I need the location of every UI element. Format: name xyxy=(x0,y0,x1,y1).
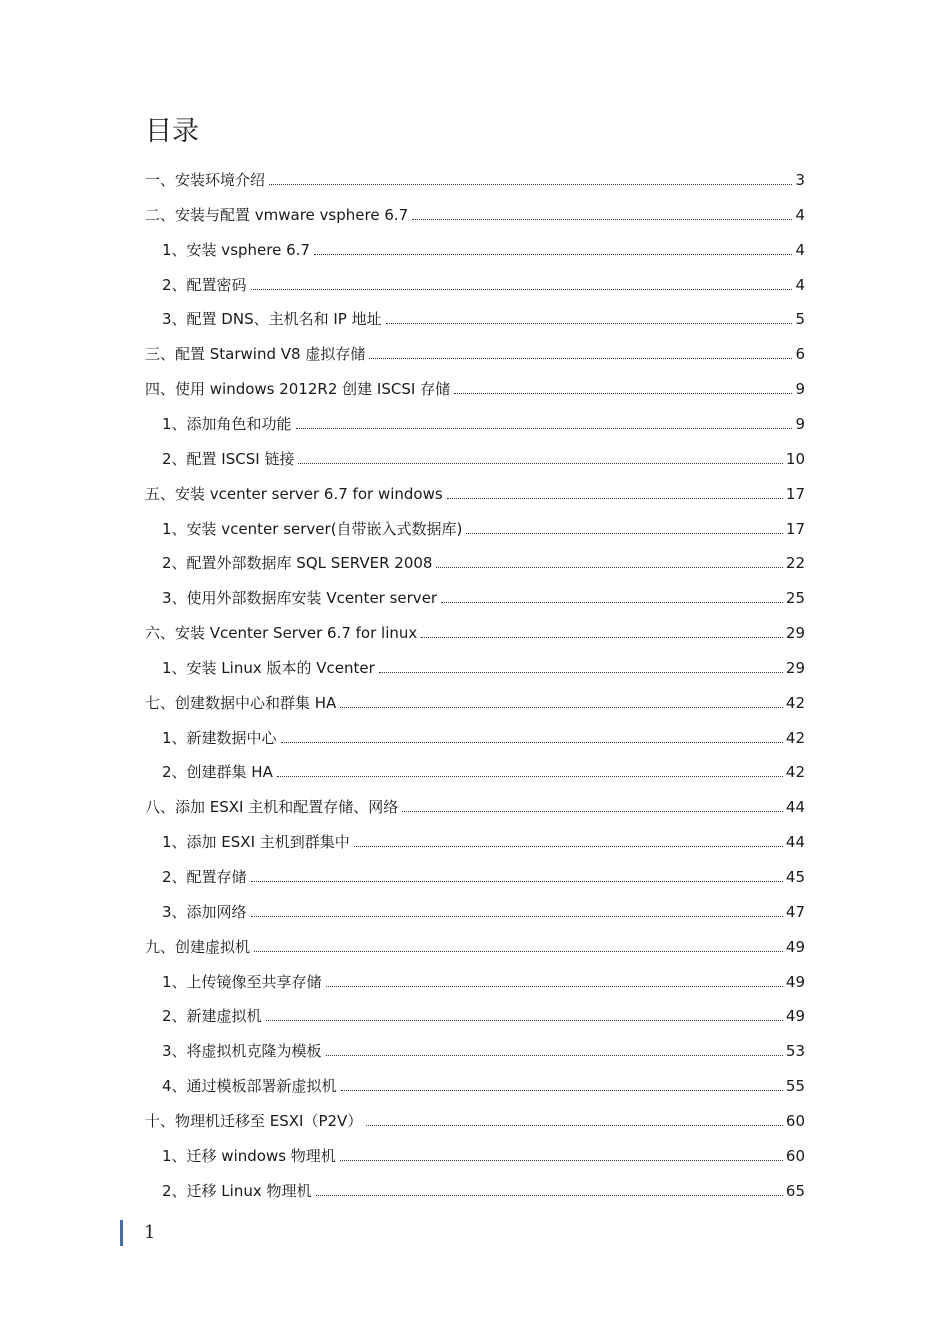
toc-dot-leader xyxy=(269,183,792,185)
toc-dot-leader xyxy=(441,601,783,603)
toc-entry-label: 3、使用外部数据库安装 Vcenter server xyxy=(162,589,438,608)
toc-dot-leader xyxy=(354,845,783,847)
toc-entry[interactable] xyxy=(145,166,805,190)
toc-dot-leader xyxy=(251,288,793,290)
toc-entry-label: 1、上传镜像至共享存储 xyxy=(162,972,322,991)
toc-entry[interactable] xyxy=(162,584,805,608)
toc-entry-page: 65 xyxy=(785,1181,805,1200)
toc-entry-label: 4、通过模板部署新虚拟机 xyxy=(162,1077,337,1096)
toc-entry-page: 60 xyxy=(785,1146,805,1165)
toc-entry-label: 1、安装 vsphere 6.7 xyxy=(162,240,310,259)
toc-dot-leader xyxy=(379,671,783,673)
toc-dot-leader xyxy=(386,322,793,324)
toc-entry-page: 53 xyxy=(785,1042,805,1061)
toc-entry[interactable] xyxy=(145,793,805,817)
toc-entry-page: 44 xyxy=(785,798,805,817)
toc-dot-leader xyxy=(326,1054,783,1056)
toc-dot-leader xyxy=(340,1159,783,1161)
toc-entry-label: 1、新建数据中心 xyxy=(162,728,277,747)
toc-entry[interactable] xyxy=(162,1002,805,1026)
toc-entry[interactable] xyxy=(145,619,805,643)
toc-dot-leader xyxy=(447,497,783,499)
toc-entry[interactable] xyxy=(162,271,805,295)
toc-entry[interactable] xyxy=(162,724,805,748)
toc-dot-leader xyxy=(316,1194,783,1196)
toc-entry[interactable] xyxy=(145,201,805,225)
toc-entry-label: 1、添加 ESXI 主机到群集中 xyxy=(162,833,350,852)
toc-dot-leader xyxy=(296,427,793,429)
toc-entry-page: 49 xyxy=(785,937,805,956)
toc-entry-label: 九、创建虚拟机 xyxy=(145,937,251,956)
toc-entry[interactable] xyxy=(145,1107,805,1131)
toc-entry-page: 49 xyxy=(785,1007,805,1026)
toc-dot-leader xyxy=(402,810,783,812)
toc-dot-leader xyxy=(421,636,783,638)
toc-entry-page: 17 xyxy=(785,484,805,503)
toc-entry-label: 1、安装 vcenter server(自带嵌入式数据库) xyxy=(162,519,463,538)
toc-entry[interactable] xyxy=(162,305,805,329)
footer-accent-bar xyxy=(120,1220,123,1246)
toc-dot-leader xyxy=(366,1124,783,1126)
toc-dot-leader xyxy=(466,532,783,534)
toc-entry[interactable] xyxy=(162,1037,805,1061)
toc-entry-label: 2、新建虚拟机 xyxy=(162,1007,262,1026)
toc-entry[interactable] xyxy=(162,445,805,469)
toc-entry-label: 3、将虚拟机克隆为模板 xyxy=(162,1042,322,1061)
toc-entry[interactable] xyxy=(162,1072,805,1096)
toc-entry[interactable] xyxy=(145,480,805,504)
toc-entry[interactable] xyxy=(162,863,805,887)
toc-entry-label: 3、配置 DNS、主机名和 IP 地址 xyxy=(162,310,382,329)
toc-entry-label: 六、安装 Vcenter Server 6.7 for linux xyxy=(145,624,418,643)
toc-entry-page: 29 xyxy=(785,624,805,643)
toc-entry-page: 10 xyxy=(785,449,805,468)
toc-dot-leader xyxy=(251,880,783,882)
toc-dot-leader xyxy=(281,741,783,743)
toc-entry-label: 2、配置 ISCSI 链接 xyxy=(162,449,295,468)
toc-entry-label: 2、配置外部数据库 SQL SERVER 2008 xyxy=(162,554,433,573)
toc-entry-label: 八、添加 ESXI 主机和配置存储、网络 xyxy=(145,798,399,817)
toc-entry-page: 47 xyxy=(785,902,805,921)
toc-entry[interactable] xyxy=(162,515,805,539)
toc-entry[interactable] xyxy=(162,1142,805,1166)
toc-dot-leader xyxy=(251,915,783,917)
toc-entry-label: 1、安装 Linux 版本的 Vcenter xyxy=(162,658,375,677)
toc-entry-page: 4 xyxy=(795,240,805,259)
toc-entry-page: 55 xyxy=(785,1077,805,1096)
toc-entry[interactable] xyxy=(162,1177,805,1201)
toc-entry-page: 45 xyxy=(785,868,805,886)
toc-entry-page: 3 xyxy=(795,171,805,189)
toc-entry-page: 42 xyxy=(785,728,805,747)
toc-entry-label: 2、创建群集 HA xyxy=(162,763,273,782)
toc-entry-label: 2、迁移 Linux 物理机 xyxy=(162,1181,312,1200)
toc-entry-label: 1、添加角色和功能 xyxy=(162,414,292,433)
toc-entry-label: 十、物理机迁移至 ESXI（P2V） xyxy=(145,1111,363,1130)
toc-entry-page: 4 xyxy=(795,275,805,294)
toc-entry[interactable] xyxy=(162,968,805,992)
toc-dot-leader xyxy=(436,566,782,568)
toc-entry-page: 25 xyxy=(785,589,805,608)
toc-entry-page: 60 xyxy=(785,1111,805,1130)
toc-dot-leader xyxy=(254,950,783,952)
toc-entry-label: 一、安装环境介绍 xyxy=(145,171,266,189)
toc-entry[interactable] xyxy=(162,898,805,922)
toc-entry-label: 七、创建数据中心和群集 HA xyxy=(145,693,337,712)
toc-entry-label: 3、添加网络 xyxy=(162,902,247,921)
toc-entry-page: 4 xyxy=(795,205,805,224)
toc-entry-page: 5 xyxy=(795,310,805,329)
toc-entry[interactable] xyxy=(145,340,805,364)
toc-entry[interactable] xyxy=(145,933,805,957)
toc-entry[interactable] xyxy=(145,375,805,399)
toc-dot-leader xyxy=(277,775,783,777)
toc-dot-leader xyxy=(412,218,792,220)
toc-entry-label: 2、配置密码 xyxy=(162,275,247,294)
toc-entry-label: 四、使用 windows 2012R2 创建 ISCSI 存储 xyxy=(145,380,451,399)
toc-entry-page: 17 xyxy=(785,519,805,538)
toc-entry-page: 42 xyxy=(785,763,805,782)
toc-entry[interactable] xyxy=(162,828,805,852)
toc-entry-page: 29 xyxy=(785,658,805,677)
toc-entry-page: 49 xyxy=(785,972,805,991)
toc-entry[interactable] xyxy=(145,689,805,713)
toc-dot-leader xyxy=(341,1089,783,1091)
toc-dot-leader xyxy=(266,1019,783,1021)
toc-entry[interactable] xyxy=(162,236,805,260)
page-title: 目录 xyxy=(145,116,199,147)
toc-entry[interactable] xyxy=(162,410,805,434)
toc-entry-label: 2、配置存储 xyxy=(162,868,247,886)
toc-dot-leader xyxy=(314,253,793,255)
toc-entry-page: 9 xyxy=(795,414,805,433)
toc-entry-page: 44 xyxy=(785,833,805,852)
toc-entry-label: 三、配置 Starwind V8 虚拟存储 xyxy=(145,345,366,364)
toc-dot-leader xyxy=(326,985,783,987)
toc-entry[interactable] xyxy=(162,549,805,573)
toc-entry-page: 42 xyxy=(785,693,805,712)
page-number: 1 xyxy=(144,1222,156,1243)
toc-entry-label: 1、迁移 windows 物理机 xyxy=(162,1146,336,1165)
toc-entry-page: 9 xyxy=(795,380,805,399)
toc-dot-leader xyxy=(369,357,792,359)
toc-entry[interactable] xyxy=(162,654,805,678)
toc-dot-leader xyxy=(454,392,792,394)
toc-dot-leader xyxy=(340,706,783,708)
toc-entry-page: 6 xyxy=(795,345,805,364)
toc-dot-leader xyxy=(298,462,782,464)
toc-entry-label: 二、安装与配置 vmware vsphere 6.7 xyxy=(145,205,409,224)
toc-entry[interactable] xyxy=(162,758,805,782)
toc-entry-label: 五、安装 vcenter server 6.7 for windows xyxy=(145,484,443,503)
toc-entry-page: 22 xyxy=(785,554,805,573)
